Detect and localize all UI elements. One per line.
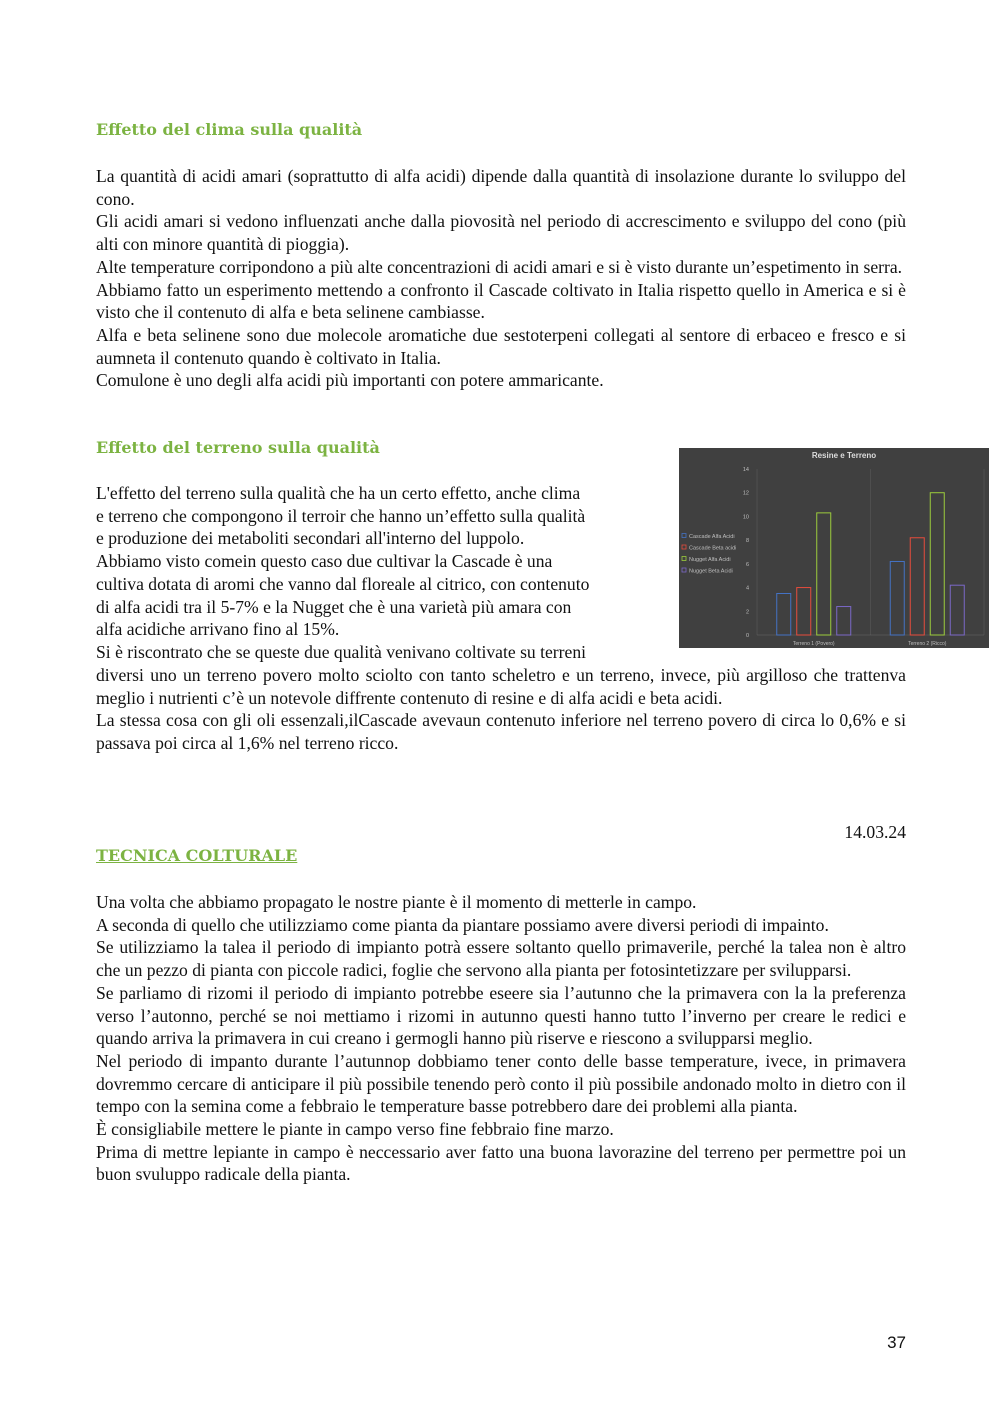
chart-bar (817, 513, 831, 635)
chart-y-tick-label: 12 (742, 490, 749, 497)
chart-bar (950, 585, 964, 635)
chart-legend-swatch (682, 534, 686, 538)
paragraph: Se parliamo di rizomi il periodo di impianto potrebbe eseere sia l’autunno che la primavera con la la preferenza verso l’autonno, perché se noi mettiamo i rizomi in autunno questi hanno tutto l’inverno per creare le redici e quando arriva la primavera in cui creano i germogli hanno più riserve e riescono a svilupparsi meglio. (96, 982, 906, 1049)
text-line: e produzione dei metaboliti secondari all'interno del luppolo. (96, 528, 525, 549)
chart-y-tick-label: 14 (742, 467, 749, 473)
section-terreno-body (96, 664, 906, 755)
chart-bar (837, 607, 851, 635)
chart-bar (797, 588, 811, 635)
chart-y-axis (743, 467, 749, 639)
resine-terreno-chart (679, 448, 989, 648)
section-clima-body (96, 165, 906, 392)
text-line: e terreno che compongono il terroir che hanno un’effetto sulla qualità (96, 505, 586, 526)
chart-legend-swatch (682, 545, 686, 549)
paragraph: Alfa e beta selinene sono due molecole aromatiche due sestoterpeni collegati al sentore di erbaceo e fresco e si aumneta il contenuto quando è coltivato in Italia. (96, 324, 906, 368)
text-line: alfa acidiche arrivano fino al 15%. (96, 619, 340, 640)
chart-legend (682, 534, 736, 575)
paragraph: Comulone è uno degli alfa acidi più importanti con potere ammaricante. (96, 370, 604, 391)
chart-bar (930, 493, 944, 635)
page-number: 37 (887, 1333, 906, 1352)
paragraph: Abbiamo fatto un esperimento mettendo a confronto il Cascade coltivato in Italia rispetto quello in America e si è visto che il contenuto di alfa e beta selinene cambiasse. (96, 279, 906, 323)
chart-y-tick-label: 8 (745, 538, 749, 545)
chart-x-tick-label: Terreno 2 (Ricco) (908, 641, 947, 647)
chart-legend-swatch (682, 568, 686, 572)
chart-title: Resine e Terreno (811, 451, 877, 460)
chart-y-tick-label: 0 (745, 633, 749, 639)
heading-terreno: Effetto del terreno sulla qualità (96, 438, 380, 457)
paragraph: Gli acidi amari si vedono influenzati anche dalla piovosità nel periodo di accrescimento e sviluppo del cono (più alti con minore quantità di pioggia). (96, 211, 906, 255)
chart-y-tick-label: 2 (745, 609, 749, 616)
chart-legend-label: Nugget Alfa Acidi (689, 557, 731, 563)
chart-x-tick-label: Terreno 1 (Povero) (792, 641, 835, 647)
paragraph: Una volta che abbiamo propagato le nostre piante è il momento di metterle in campo. (96, 892, 697, 912)
text-line: cultiva dotata di aromi che vanno dal floreale al citrico, con contenuto (96, 573, 590, 594)
text-line: L'effetto del terreno sulla qualità che ha un certo effetto, anche clima (96, 483, 581, 503)
paragraph: Nel periodo di impanto durante l’autunnop dobbiamo tener conto delle basse temperature, ivece, in primavera dovremmo cercare di anticipare il più possibile tenendo però conto il più possibile andonado molto in dietro con il tempo con la semina come a febbraio le temperature basse potrebbero dare dei problemi alla pianta. (96, 1050, 906, 1117)
text-line: Si è riscontrato che se queste due qualità venivano coltivate su terreni (96, 641, 587, 662)
paragraph: Se utilizziamo la talea il periodo di impianto potrà essere soltanto quello primaverile, perché la talea non è altro che un pezzo di pianta con piccole radici, foglie che servono alla pianta per fotosintetizzare per svilupparsi. (96, 937, 906, 981)
chart-legend-label: Cascade Alfa Acidi (689, 534, 735, 540)
chart-bar (910, 538, 924, 635)
paragraph: La stessa cosa con gli oli essenzali,ilCascade avevaun contenuto inferiore nel terreno povero di circa lo 0,6% e si passava poi circa al 1,6% nel terreno ricco. (96, 710, 906, 754)
lesson-date: 14.03.24 (844, 822, 906, 842)
heading-tecnica-colturale: TECNICA COLTURALE (96, 846, 298, 865)
text-line: Abbiamo visto comein questo caso due cultivar la Cascade è una (96, 551, 553, 572)
chart-legend-swatch (682, 557, 686, 561)
chart-legend-label: Cascade Beta acidi (689, 545, 737, 552)
chart-bar (890, 561, 904, 635)
paragraph: La quantità di acidi amari (soprattutto di alfa acidi) dipende dalla quantità di insolazione durante lo sviluppo del cono. (96, 166, 906, 209)
text-line: di alfa acidi tra il 5-7% e la Nugget che è una varietà più amara con (96, 596, 572, 617)
heading-clima: Effetto del clima sulla qualità (96, 120, 363, 139)
chart-y-tick-label: 6 (745, 561, 749, 568)
section-tecnica-body (96, 891, 906, 1186)
paragraph: Alte temperature corripondono a più alte concentrazioni di acidi amari e si è visto durante un’espetimento in serra. (96, 256, 903, 277)
paragraph: È consigliabile mettere le piante in campo verso fine febbraio fine marzo. (96, 1119, 614, 1140)
chart-y-tick-label: 4 (745, 585, 749, 592)
section-terreno-wrapped (96, 482, 663, 664)
chart-legend-label: Nugget Beta Acidi (689, 568, 733, 575)
paragraph: A seconda di quello che utilizziamo come pianta da piantare possiamo avere diversi periodi di impainto. (96, 914, 829, 935)
paragraph: diversi uno un terreno povero molto sciolto con tanto scheletro e un terreno, invece, più argilloso che trattenva meglio i nutrienti c’è un notevole diffrente contenuto di resine e di alfa acidi e beta acidi. (96, 665, 906, 708)
chart-y-tick-label: 10 (742, 514, 749, 521)
chart-bar (777, 594, 791, 636)
paragraph: Prima di mettre lepiante in campo è neccessario aver fatto una buona lavorazine del terreno per permettre poi un buon svuluppo radicale della pianta. (96, 1141, 906, 1185)
chart-x-axis (793, 641, 947, 647)
